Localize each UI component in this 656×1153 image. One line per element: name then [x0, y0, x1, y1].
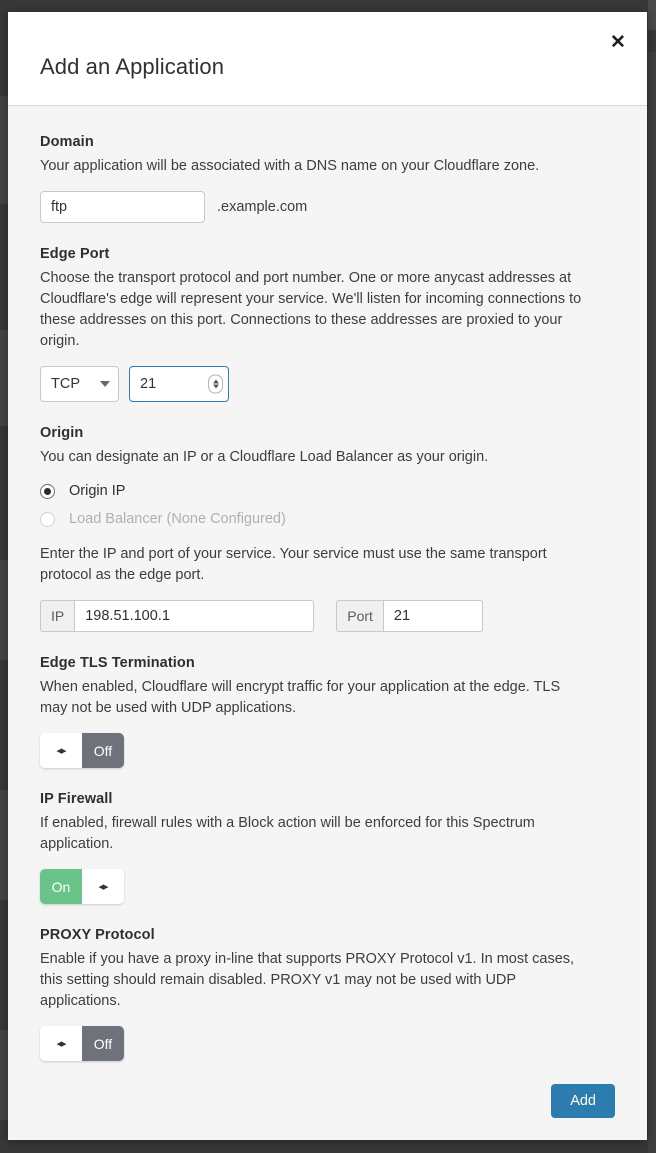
- page-title: Add an Application: [40, 54, 225, 79]
- radio-origin-ip-control[interactable]: [40, 484, 55, 499]
- origin-ip-group: [40, 600, 314, 632]
- ip-firewall-toggle-state: On: [40, 869, 82, 904]
- section-origin-sub-description: Enter the IP and port of your service. Your service must use the same transport protocol as the edge port.: [40, 546, 547, 583]
- edge-tls-toggle-state: Off: [82, 733, 124, 768]
- close-icon[interactable]: ✕: [605, 30, 631, 56]
- edge-tls-toggle[interactable]: [40, 733, 124, 768]
- section-edge-port-title: Edge Port: [40, 246, 110, 262]
- origin-port-addon-label: Port: [336, 600, 383, 632]
- radio-origin-ip-label: Origin IP: [69, 483, 126, 499]
- section-proxy-protocol: [40, 927, 615, 1061]
- origin-ip-addon-label: IP: [40, 600, 74, 632]
- toggle-knob-icon[interactable]: ◂▸: [40, 1026, 82, 1061]
- ip-firewall-toggle[interactable]: [40, 869, 124, 904]
- edge-port-row: [40, 366, 615, 402]
- backdrop-right-strip: [648, 0, 656, 1153]
- domain-input[interactable]: [40, 191, 205, 223]
- protocol-select[interactable]: [40, 366, 119, 402]
- proxy-protocol-toggle-state: Off: [82, 1026, 124, 1061]
- stepper-up-icon[interactable]: [213, 380, 219, 384]
- origin-ip-input[interactable]: [74, 600, 314, 632]
- origin-inputs-row: [40, 600, 615, 632]
- section-domain-title: Domain: [40, 134, 94, 150]
- section-edge-tls: [40, 655, 615, 768]
- number-stepper[interactable]: [208, 375, 223, 394]
- section-domain: [40, 134, 615, 223]
- add-button[interactable]: Add: [551, 1084, 615, 1118]
- backdrop-left-strip: [0, 0, 8, 1153]
- domain-input-row: [40, 191, 615, 223]
- radio-load-balancer-label: Load Balancer (None Configured): [69, 511, 286, 527]
- section-domain-description: Your application will be associated with a DNS name on your Cloudflare zone.: [40, 158, 540, 174]
- modal-footer: [8, 1068, 647, 1140]
- edge-port-input-wrapper: [129, 366, 229, 402]
- section-origin-title: Origin: [40, 425, 84, 441]
- radio-load-balancer: [40, 506, 615, 532]
- radio-load-balancer-control: [40, 512, 55, 527]
- section-edge-port-description: Choose the transport protocol and port number. One or more anycast addresses at Cloudflare's edge will represent your service. We'll listen for incoming connections to these addresses on this port. Connections to these addresses are proxied to your origin.: [40, 270, 582, 349]
- toggle-knob-icon[interactable]: ◂▸: [40, 733, 82, 768]
- section-proxy-protocol-description: Enable if you have a proxy in-line that supports PROXY Protocol v1. In most cases, this setting should remain disabled. PROXY v1 may not be used with UDP applications.: [40, 951, 575, 1009]
- section-edge-tls-title: Edge TLS Termination: [40, 655, 195, 671]
- proxy-protocol-toggle[interactable]: [40, 1026, 124, 1061]
- section-edge-port: [40, 246, 615, 402]
- add-application-modal: [8, 12, 647, 1140]
- section-edge-tls-description: When enabled, Cloudflare will encrypt traffic for your application at the edge. TLS may not be used with UDP applications.: [40, 679, 561, 716]
- modal-body: [8, 106, 647, 1068]
- stepper-down-icon[interactable]: [213, 385, 219, 389]
- toggle-knob-icon[interactable]: ◂▸: [82, 869, 124, 904]
- section-ip-firewall: [40, 791, 615, 904]
- section-proxy-protocol-title: PROXY Protocol: [40, 927, 155, 943]
- modal-header: [8, 12, 647, 106]
- domain-suffix-label: .example.com: [217, 199, 308, 215]
- protocol-select-wrapper: [40, 366, 119, 402]
- origin-port-input[interactable]: [383, 600, 483, 632]
- section-ip-firewall-title: IP Firewall: [40, 791, 113, 807]
- section-origin: [40, 425, 615, 632]
- section-ip-firewall-description: If enabled, firewall rules with a Block action will be enforced for this Spectrum application.: [40, 815, 535, 852]
- radio-origin-ip[interactable]: [40, 478, 615, 504]
- origin-port-group: [336, 600, 483, 632]
- section-origin-description: You can designate an IP or a Cloudflare Load Balancer as your origin.: [40, 449, 489, 465]
